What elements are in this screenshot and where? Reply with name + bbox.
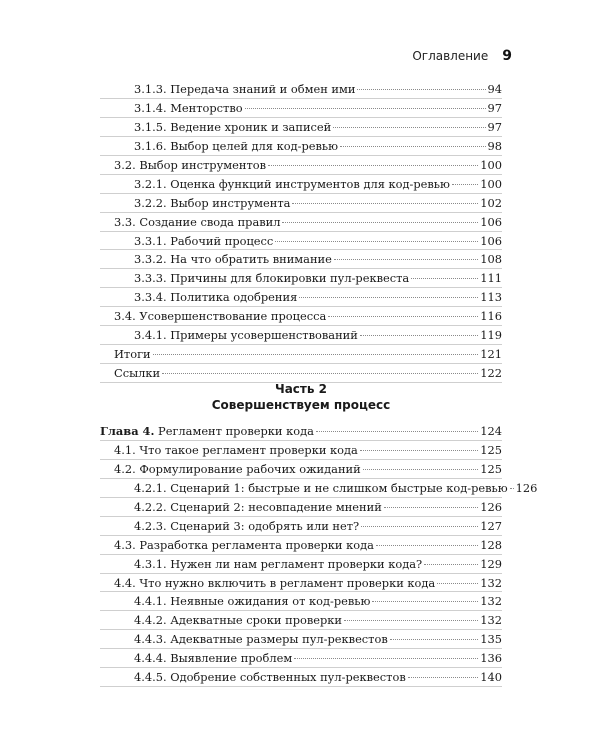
- toc-entry-page: 97: [487, 119, 502, 134]
- toc-entry[interactable]: [100, 118, 502, 137]
- toc-entry-text: 4.2.1. Сценарий 1: быстрые и не слишком быстрые код-ревью: [134, 480, 508, 495]
- toc-entry-text: 3.3.2. На что обратить внимание: [134, 252, 332, 267]
- toc-entry-text: 4.4.5. Одобрение собственных пул-реквестов: [134, 670, 406, 685]
- toc-entry-page: 108: [480, 252, 502, 267]
- toc-entry-page: 128: [480, 537, 502, 552]
- toc-entry-page: 121: [480, 347, 502, 362]
- toc-entry-title: [134, 649, 292, 667]
- toc-entry-text: 3.2.1. Оценка функций инструментов для код-ревью: [134, 176, 450, 191]
- toc-entry-text: 3.1.6. Выбор целей для код-ревью: [134, 138, 339, 153]
- toc-entry-title: [134, 175, 450, 193]
- toc-entry-page: 132: [480, 613, 502, 628]
- toc-entry-page: 135: [480, 632, 502, 647]
- toc-entry-title: [114, 460, 361, 478]
- toc-entry[interactable]: [100, 326, 502, 345]
- toc-entry-text: 4.2.3. Сценарий 3: одобрять или нет?: [134, 518, 360, 533]
- dot-leader: [316, 431, 478, 432]
- toc-entry-text: 3.1.3. Передача знаний и обмен ими: [134, 82, 356, 96]
- toc-entry-page: 106: [480, 214, 502, 229]
- toc-entry-page: 116: [480, 309, 502, 324]
- toc-entry-text: 4.3. Разработка регламента проверки кода: [114, 537, 374, 552]
- dot-leader: [268, 165, 478, 166]
- toc-entry[interactable]: [100, 232, 502, 251]
- dot-leader: [452, 184, 478, 185]
- toc-entry-page: 124: [480, 424, 502, 438]
- toc-entry-text: 3.4.1. Примеры усовершенствований: [134, 328, 358, 343]
- toc-entry-text: 3.1.4. Менторство: [134, 100, 243, 115]
- dot-leader: [510, 488, 514, 489]
- toc-entry[interactable]: [100, 592, 502, 611]
- part-title: Совершенствуем процесс: [211, 398, 391, 412]
- dot-leader: [357, 89, 485, 90]
- toc-entry-title: [134, 592, 370, 610]
- toc-list-part1: [100, 80, 502, 383]
- dot-leader: [384, 507, 478, 508]
- dot-leader: [328, 316, 478, 317]
- toc-entry-title: [114, 307, 326, 325]
- dot-leader: [360, 450, 478, 451]
- toc-entry-page: 126: [515, 480, 538, 495]
- toc-entry-title: [114, 213, 280, 231]
- toc-entry-text: 4.4.1. Неявные ожидания от код-ревью: [134, 594, 371, 609]
- part-heading: [100, 381, 502, 413]
- toc-entry[interactable]: [100, 517, 502, 536]
- toc-entry-title: [114, 364, 160, 382]
- dot-leader: [361, 526, 478, 527]
- toc-entry-text: 4.4.2. Адекватные сроки проверки: [134, 613, 343, 628]
- toc-entry-page: 106: [480, 233, 502, 248]
- running-header: [412, 48, 512, 64]
- toc-entry[interactable]: [100, 269, 502, 288]
- dot-leader: [390, 639, 478, 640]
- toc-entry-page: 102: [480, 195, 502, 210]
- toc-entry-text: 4.4.3. Адекватные размеры пул-реквестов: [134, 632, 388, 647]
- toc-entry-page: 132: [480, 575, 502, 590]
- toc-entry-page: 136: [480, 651, 502, 666]
- toc-entry-page: 125: [480, 461, 502, 476]
- dot-leader: [363, 469, 479, 470]
- toc-entry[interactable]: [100, 422, 502, 441]
- dot-leader: [344, 620, 478, 621]
- toc-entry-page: 126: [480, 499, 502, 514]
- dot-leader: [282, 222, 478, 223]
- toc-entry-page: 113: [480, 290, 502, 305]
- toc-entry-text: 3.3.3. Причины для блокировки пул-реквеста: [134, 271, 410, 286]
- toc-entry-text: 4.4. Что нужно включить в регламент проверки кода: [114, 575, 436, 590]
- dot-leader: [162, 373, 478, 374]
- dot-leader: [294, 658, 478, 659]
- toc-entry-title: [134, 517, 359, 535]
- toc-entry-title: [134, 630, 388, 648]
- toc-entry-page: 100: [480, 176, 502, 191]
- toc-entry[interactable]: [100, 649, 502, 668]
- dot-leader: [376, 545, 478, 546]
- toc-entry-title: [100, 422, 314, 440]
- toc-entry-page: 97: [487, 100, 502, 115]
- toc-entry[interactable]: [100, 668, 502, 687]
- toc-entry-title: [134, 80, 355, 98]
- dot-leader: [437, 583, 478, 584]
- toc-entry-page: 127: [480, 518, 502, 533]
- toc-entry[interactable]: [100, 460, 502, 479]
- toc-entry-page: 100: [480, 157, 502, 172]
- toc-entry[interactable]: [100, 574, 502, 593]
- toc-entry-text: 3.2.2. Выбор инструмента: [134, 195, 291, 210]
- toc-entry-title: [134, 288, 297, 306]
- dot-leader: [334, 259, 478, 260]
- toc-entry-title: [134, 99, 243, 117]
- toc-entry-title: [134, 232, 273, 250]
- toc-entry-title: [114, 536, 374, 554]
- toc-entry[interactable]: [100, 498, 502, 517]
- toc-entry-text: 4.2.2. Сценарий 2: несовпадение мнений: [134, 499, 382, 514]
- toc-entry-text: Регламент проверки кода: [154, 424, 314, 438]
- toc-entry-page: 125: [480, 442, 502, 457]
- toc-entry-title: [114, 574, 435, 592]
- toc-entry-text: 4.2. Формулирование рабочих ожиданий: [114, 461, 361, 476]
- toc-entry[interactable]: [100, 536, 502, 555]
- toc-entry-text: 3.2. Выбор инструментов: [114, 157, 267, 172]
- toc-entry-page: 119: [480, 328, 502, 343]
- dot-leader: [411, 278, 478, 279]
- toc-entry-text: 4.4.4. Выявление проблем: [134, 651, 293, 666]
- toc-entry[interactable]: [100, 137, 502, 156]
- toc-entry[interactable]: [100, 194, 502, 213]
- toc-entry-title: [134, 269, 409, 287]
- toc-entry[interactable]: [100, 441, 502, 460]
- dot-leader: [292, 203, 478, 204]
- toc-entry-title: [114, 441, 358, 459]
- toc-entry-title: [114, 156, 266, 174]
- toc-entry-title: [134, 668, 406, 686]
- toc-entry[interactable]: [100, 345, 502, 364]
- dot-leader: [424, 564, 478, 565]
- toc-entry-page: 111: [480, 271, 502, 286]
- toc-entry[interactable]: [100, 99, 502, 118]
- toc-entry[interactable]: [100, 611, 502, 630]
- toc-entry-text: 3.4. Усовершенствование процесса: [114, 309, 327, 324]
- toc-entry[interactable]: [100, 307, 502, 326]
- part-label: Часть 2: [275, 382, 327, 396]
- running-header-title: Оглавление: [412, 49, 489, 63]
- toc-entry-text: 4.3.1. Нужен ли нам регламент проверки кода?: [134, 556, 423, 571]
- toc-list-part2: [100, 422, 538, 687]
- dot-leader: [408, 677, 479, 678]
- toc-entry-page: 94: [487, 82, 502, 96]
- toc-entry[interactable]: [100, 630, 502, 649]
- toc-entry-page: 129: [480, 556, 502, 571]
- toc-entry[interactable]: [100, 555, 502, 574]
- dot-leader: [275, 241, 478, 242]
- toc-entry-title: [134, 326, 358, 344]
- toc-entry-page: 140: [480, 670, 502, 685]
- dot-leader: [372, 601, 478, 602]
- dot-leader: [360, 335, 478, 336]
- toc-entry-page: 132: [480, 594, 502, 609]
- toc-entry-title: [134, 555, 422, 573]
- toc-entry-text: 3.1.5. Ведение хроник и записей: [134, 119, 332, 134]
- toc-entry-title: [134, 137, 338, 155]
- page-number: 9: [502, 48, 512, 64]
- toc-entry-title: [134, 611, 342, 629]
- chapter-label: Глава 4.: [100, 424, 155, 438]
- toc-entry-title: [134, 479, 508, 497]
- dot-leader: [299, 297, 478, 298]
- toc-entry-title: [134, 118, 331, 136]
- dot-leader: [340, 146, 485, 147]
- dot-leader: [245, 108, 486, 109]
- toc-entry-page: 122: [480, 366, 502, 381]
- toc-entry-text: 3.3.1. Рабочий процесс: [134, 233, 274, 248]
- toc-entry-text: 4.1. Что такое регламент проверки кода: [114, 442, 358, 457]
- toc-entry[interactable]: [100, 288, 502, 307]
- toc-entry-title: [134, 194, 290, 212]
- toc-entry-text: 3.3. Создание свода правил: [114, 214, 281, 229]
- toc-entry-text: Ссылки: [114, 366, 161, 381]
- toc-entry[interactable]: [100, 479, 538, 498]
- toc-entry[interactable]: [100, 250, 502, 269]
- dot-leader: [333, 127, 485, 128]
- toc-entry[interactable]: [100, 213, 502, 232]
- toc-entry-text: Итоги: [114, 347, 151, 362]
- dot-leader: [153, 354, 479, 355]
- toc-entry-page: 98: [487, 138, 502, 153]
- toc-entry-text: 3.3.4. Политика одобрения: [134, 290, 298, 305]
- toc-entry[interactable]: [100, 175, 502, 194]
- toc-entry[interactable]: [100, 156, 502, 175]
- toc-entry-title: [134, 250, 332, 268]
- toc-entry[interactable]: [100, 80, 502, 99]
- toc-entry-title: [114, 345, 151, 363]
- toc-entry-title: [134, 498, 382, 516]
